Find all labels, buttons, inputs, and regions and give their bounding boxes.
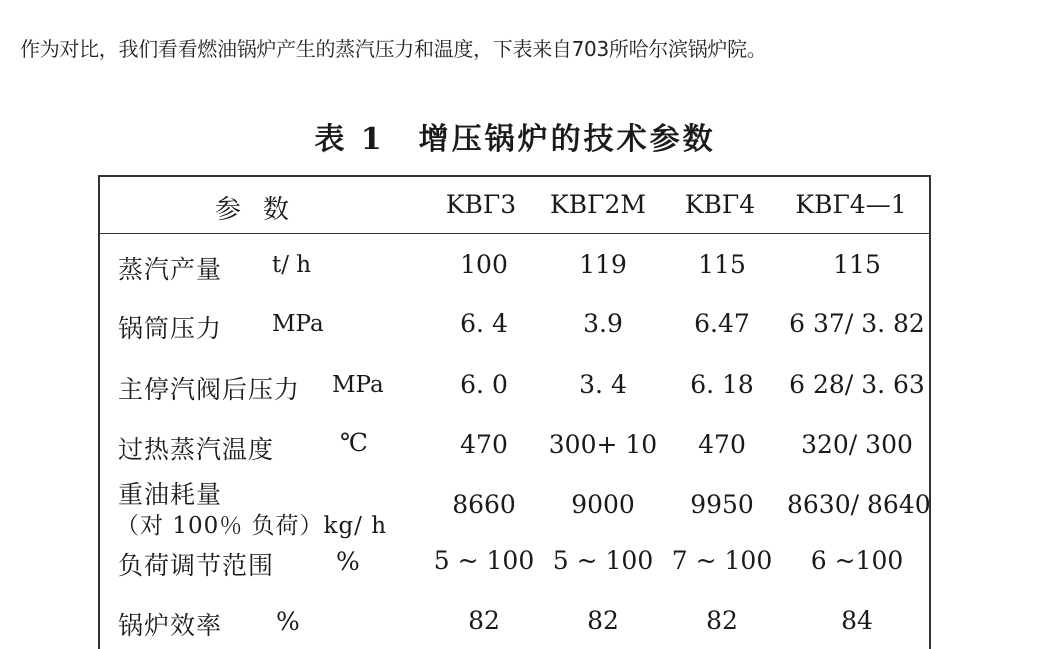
row-value: 7 ~ 100 xyxy=(671,546,773,575)
header-model-2: KBΓ2M xyxy=(550,190,646,219)
table-number: 表 1 xyxy=(314,122,385,157)
row-unit: % xyxy=(336,547,360,576)
intro-paragraph: 作为对比，我们看看燃油锅炉产生的蒸汽压力和温度，下表来自703所哈尔滨锅炉院。 xyxy=(20,37,767,61)
row-value: 320/ 300 xyxy=(801,430,913,459)
row-value: 9950 xyxy=(690,490,754,519)
row-unit: MPa xyxy=(332,372,384,398)
row-value: 119 xyxy=(579,250,627,279)
row-label: 锅炉效率 xyxy=(118,611,223,640)
row-label: 重油耗量 xyxy=(118,480,223,509)
row-value: 5 ~ 100 xyxy=(552,546,654,575)
header-model-3: KBΓ4 xyxy=(684,190,756,219)
header-param: 参数 xyxy=(215,195,312,225)
row-unit: MPa xyxy=(272,311,324,337)
row-value: 3.9 xyxy=(583,309,623,338)
row-value: 6. 0 xyxy=(460,370,508,399)
header-model-4: KBΓ4—1 xyxy=(795,190,907,219)
row-value: 5 ~ 100 xyxy=(433,546,535,575)
row-value: 470 xyxy=(698,430,746,459)
row-unit: % xyxy=(276,607,300,636)
row-value: 82 xyxy=(587,606,619,635)
row-value: 6 37/ 3. 82 xyxy=(789,309,925,338)
table-title xyxy=(0,114,1030,158)
row-value: 6 28/ 3. 63 xyxy=(789,370,925,399)
row-value: 470 xyxy=(460,430,508,459)
row-label: 负荷调节范围 xyxy=(118,551,275,580)
row-value: 300+ 10 xyxy=(548,430,658,459)
header-divider xyxy=(98,233,931,234)
row-value: 6. 18 xyxy=(690,370,754,399)
row-value: 8660 xyxy=(452,490,516,519)
row-unit: ℃ xyxy=(340,428,368,457)
row-label-sub: （对 100％ 负荷）kg/ h xyxy=(116,513,388,539)
row-value: 8630/ 8640 xyxy=(787,490,931,519)
row-value: 82 xyxy=(706,606,738,635)
row-label: 锅筒压力 xyxy=(118,314,223,343)
row-value: 115 xyxy=(833,250,881,279)
header-model-1: KBΓ3 xyxy=(445,190,517,219)
row-unit: t/ h xyxy=(272,252,312,278)
row-value: 82 xyxy=(468,606,500,635)
row-value: 100 xyxy=(460,250,508,279)
table-title-text: 增压锅炉的技术参数 xyxy=(418,122,716,157)
row-label: 主停汽阀后压力 xyxy=(118,375,301,404)
row-label: 过热蒸汽温度 xyxy=(118,435,275,464)
row-label: 蒸汽产量 xyxy=(118,255,223,284)
row-value: 115 xyxy=(698,250,746,279)
row-value: 84 xyxy=(841,606,873,635)
row-value: 3. 4 xyxy=(579,370,627,399)
row-value: 6. 4 xyxy=(460,309,508,338)
row-value: 6 ~100 xyxy=(810,546,904,575)
row-value: 6.47 xyxy=(694,309,750,338)
row-value: 9000 xyxy=(571,490,635,519)
